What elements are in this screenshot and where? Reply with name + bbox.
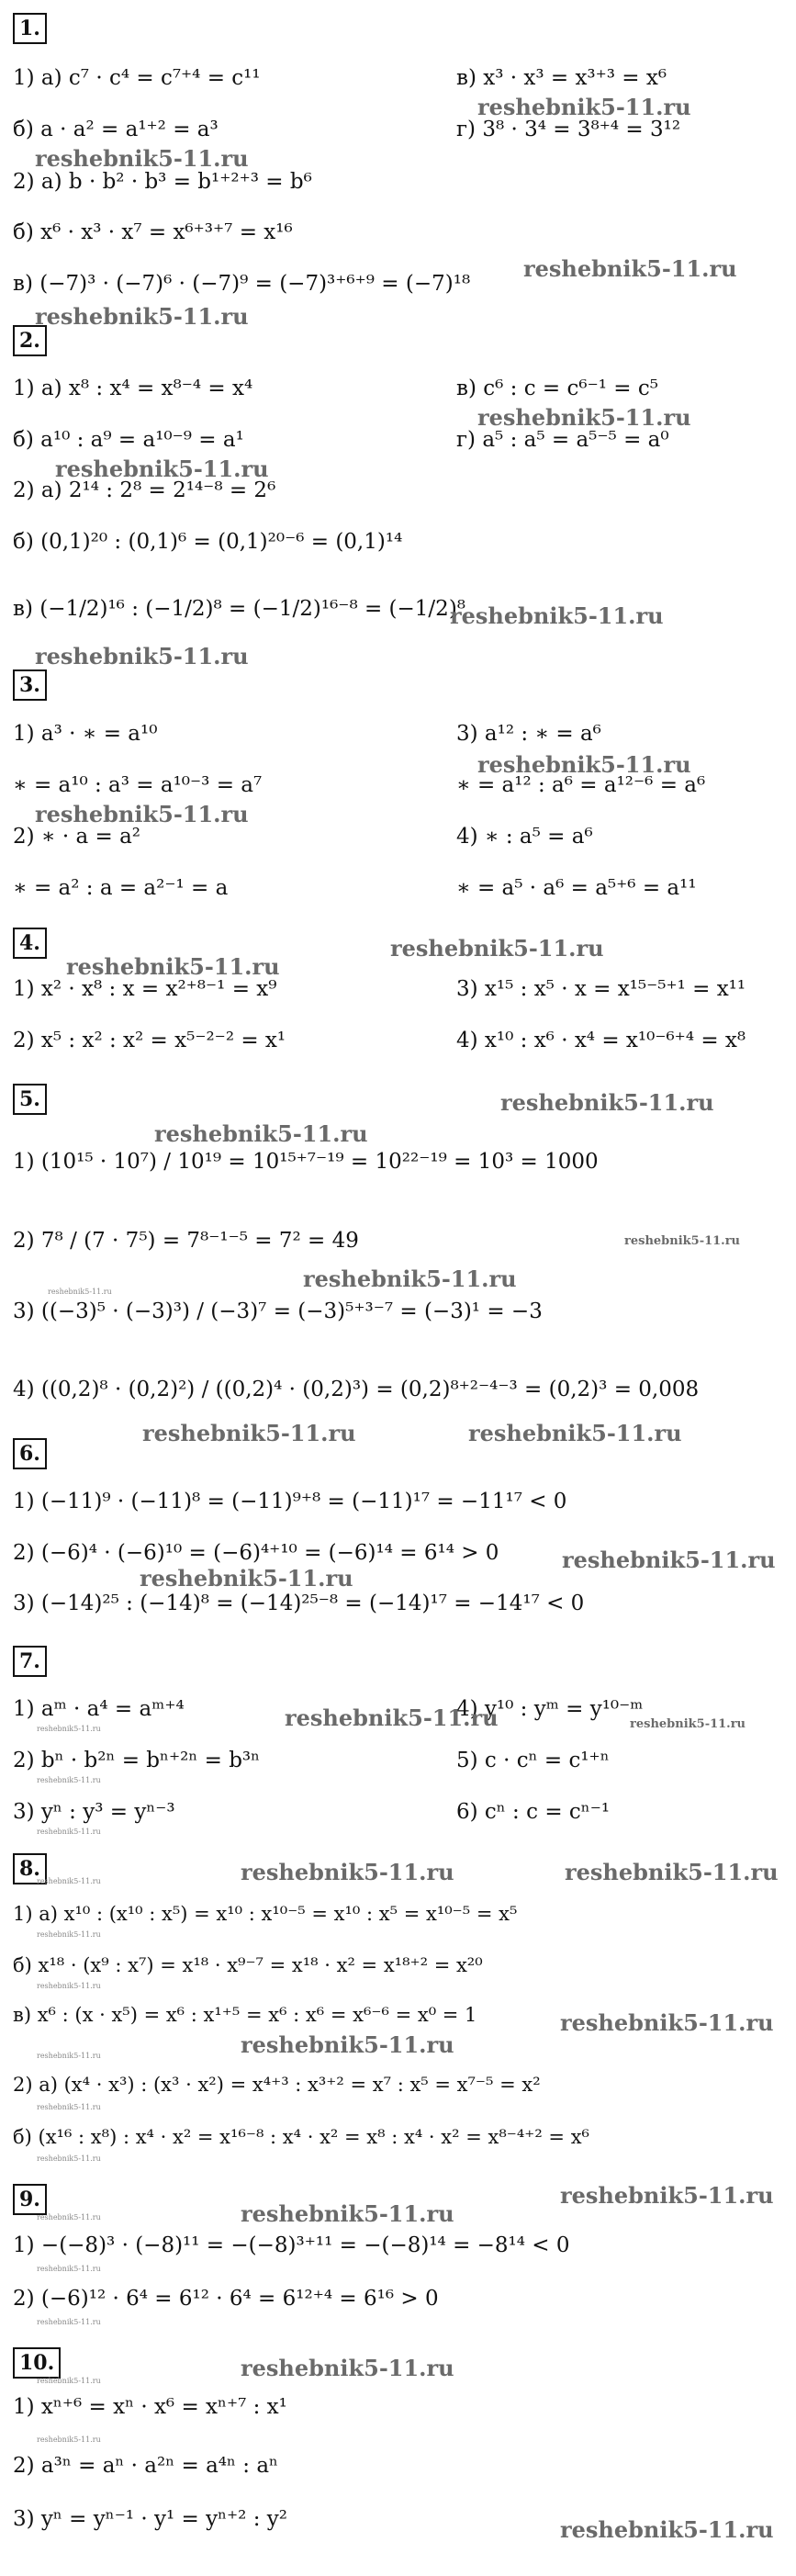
equation-line: б) a¹⁰ : a⁹ = a¹⁰⁻⁹ = a¹ bbox=[13, 428, 244, 452]
equation-line: 4) y¹⁰ : yᵐ = y¹⁰⁻ᵐ bbox=[456, 1697, 644, 1721]
watermark: reshebnik5-11.ru bbox=[37, 1725, 101, 1733]
watermark: reshebnik5-11.ru bbox=[35, 303, 249, 330]
watermark: reshebnik5-11.ru bbox=[37, 2377, 101, 2385]
equation-line: 4) ((0,2)⁸ · (0,2)²) / ((0,2)⁴ · (0,2)³) = (0,2)⁸⁺²⁻⁴⁻³ = (0,2)³ = 0,008 bbox=[13, 1378, 700, 1401]
watermark: reshebnik5-11.ru bbox=[468, 1420, 682, 1446]
watermark: reshebnik5-11.ru bbox=[37, 1828, 101, 1836]
equation-line: 2) а) b · b² · b³ = b¹⁺²⁺³ = b⁶ bbox=[13, 170, 312, 194]
equation-line: в) x⁶ : (x · x⁵) = x⁶ : x¹⁺⁵ = x⁶ : x⁶ = x⁶⁻⁶ = x⁰ = 1 bbox=[13, 2004, 477, 2026]
watermark: reshebnik5-11.ru bbox=[523, 255, 737, 282]
equation-line: б) x⁶ · x³ · x⁷ = x⁶⁺³⁺⁷ = x¹⁶ bbox=[13, 220, 293, 244]
task-number-9: 9. bbox=[13, 2184, 47, 2215]
equation-line: 2) x⁵ : x² : x² = x⁵⁻²⁻² = x¹ bbox=[13, 1029, 286, 1052]
watermark: reshebnik5-11.ru bbox=[241, 2031, 454, 2058]
equation-line: г) a⁵ : a⁵ = a⁵⁻⁵ = a⁰ bbox=[456, 428, 669, 452]
watermark: reshebnik5-11.ru bbox=[35, 145, 249, 172]
equation-line: 2) (−6)¹² · 6⁴ = 6¹² · 6⁴ = 6¹²⁺⁴ = 6¹⁶ > 0 bbox=[13, 2287, 439, 2311]
equation-line: ∗ = a⁵ · a⁶ = a⁵⁺⁶ = a¹¹ bbox=[456, 876, 697, 900]
watermark: reshebnik5-11.ru bbox=[241, 1859, 454, 1885]
equation-line: б) a · a² = a¹⁺² = a³ bbox=[13, 118, 219, 141]
task-number-4: 4. bbox=[13, 928, 47, 959]
watermark: reshebnik5-11.ru bbox=[66, 953, 280, 980]
task-number-10: 10. bbox=[13, 2347, 61, 2379]
equation-line: 1) (10¹⁵ · 10⁷) / 10¹⁹ = 10¹⁵⁺⁷⁻¹⁹ = 10²²⁻¹⁹ = 10³ = 1000 bbox=[13, 1150, 599, 1174]
watermark: reshebnik5-11.ru bbox=[562, 1547, 776, 1573]
watermark: reshebnik5-11.ru bbox=[241, 2355, 454, 2381]
watermark: reshebnik5-11.ru bbox=[477, 751, 691, 778]
watermark: reshebnik5-11.ru bbox=[37, 2052, 101, 2060]
task-number-5: 5. bbox=[13, 1084, 47, 1115]
watermark: reshebnik5-11.ru bbox=[140, 1565, 353, 1592]
equation-line: 1) а) c⁷ · c⁴ = c⁷⁺⁴ = c¹¹ bbox=[13, 66, 261, 90]
equation-line: ∗ = a² : a = a²⁻¹ = a bbox=[13, 876, 229, 900]
watermark: reshebnik5-11.ru bbox=[37, 2103, 101, 2111]
equation-line: б) (0,1)²⁰ : (0,1)⁶ = (0,1)²⁰⁻⁶ = (0,1)¹⁴ bbox=[13, 530, 403, 554]
equation-line: ∗ = a¹² : a⁶ = a¹²⁻⁶ = a⁶ bbox=[456, 773, 706, 797]
watermark: reshebnik5-11.ru bbox=[37, 2435, 101, 2444]
equation-line: 4) x¹⁰ : x⁶ · x⁴ = x¹⁰⁻⁶⁺⁴ = x⁸ bbox=[456, 1029, 746, 1052]
watermark: reshebnik5-11.ru bbox=[35, 801, 249, 827]
task-number-3: 3. bbox=[13, 669, 47, 701]
watermark: reshebnik5-11.ru bbox=[565, 1859, 779, 1885]
watermark: reshebnik5-11.ru bbox=[37, 2318, 101, 2326]
equation-line: 3) (−14)²⁵ : (−14)⁸ = (−14)²⁵⁻⁸ = (−14)¹⁷ = −14¹⁷ < 0 bbox=[13, 1592, 585, 1615]
watermark: reshebnik5-11.ru bbox=[560, 2182, 774, 2209]
watermark: reshebnik5-11.ru bbox=[477, 94, 691, 120]
equation-line: 2) ∗ · a = a² bbox=[13, 825, 141, 849]
equation-line: 6) cⁿ : c = cⁿ⁻¹ bbox=[456, 1800, 611, 1824]
equation-line: 3) yⁿ : y³ = yⁿ⁻³ bbox=[13, 1800, 175, 1824]
watermark: reshebnik5-11.ru bbox=[55, 456, 269, 482]
watermark: reshebnik5-11.ru bbox=[630, 1717, 746, 1731]
equation-line: 3) a¹² : ∗ = a⁶ bbox=[456, 722, 601, 746]
equation-line: ∗ = a¹⁰ : a³ = a¹⁰⁻³ = a⁷ bbox=[13, 773, 263, 797]
watermark: reshebnik5-11.ru bbox=[477, 404, 691, 431]
equation-line: б) x¹⁸ · (x⁹ : x⁷) = x¹⁸ · x⁹⁻⁷ = x¹⁸ · x² = x¹⁸⁺² = x²⁰ bbox=[13, 1954, 483, 1976]
equation-line: 1) aᵐ · a⁴ = aᵐ⁺⁴ bbox=[13, 1697, 185, 1721]
equation-line: в) x³ · x³ = x³⁺³ = x⁶ bbox=[456, 66, 667, 90]
watermark: reshebnik5-11.ru bbox=[560, 2516, 774, 2543]
task-number-1: 1. bbox=[13, 13, 47, 44]
equation-line: 3) x¹⁵ : x⁵ · x = x¹⁵⁻⁵⁺¹ = x¹¹ bbox=[456, 977, 746, 1001]
watermark: reshebnik5-11.ru bbox=[285, 1704, 499, 1731]
equation-line: 2) 7⁸ / (7 · 7⁵) = 7⁸⁻¹⁻⁵ = 7² = 49 bbox=[13, 1229, 359, 1253]
task-number-2: 2. bbox=[13, 325, 47, 356]
equation-line: 2) а) 2¹⁴ : 2⁸ = 2¹⁴⁻⁸ = 2⁶ bbox=[13, 478, 276, 502]
equation-line: 1) −(−8)³ · (−8)¹¹ = −(−8)³⁺¹¹ = −(−8)¹⁴ = −8¹⁴ < 0 bbox=[13, 2233, 570, 2257]
equation-line: 2) а) (x⁴ · x³) : (x³ · x²) = x⁴⁺³ : x³⁺² = x⁷ : x⁵ = x⁷⁻⁵ = x² bbox=[13, 2074, 541, 2096]
watermark: reshebnik5-11.ru bbox=[500, 1089, 714, 1116]
task-number-6: 6. bbox=[13, 1438, 47, 1469]
task-number-7: 7. bbox=[13, 1646, 47, 1677]
equation-line: б) (x¹⁶ : x⁸) : x⁴ · x² = x¹⁶⁻⁸ : x⁴ · x² = x⁸ : x⁴ · x² = x⁸⁻⁴⁺² = x⁶ bbox=[13, 2126, 589, 2148]
equation-line: в) (−1/2)¹⁶ : (−1/2)⁸ = (−1/2)¹⁶⁻⁸ = (−1/2)⁸ bbox=[13, 597, 466, 621]
watermark: reshebnik5-11.ru bbox=[303, 1266, 517, 1292]
equation-line: 2) a³ⁿ = aⁿ · a²ⁿ = a⁴ⁿ : aⁿ bbox=[13, 2454, 278, 2478]
watermark: reshebnik5-11.ru bbox=[624, 1234, 741, 1248]
watermark: reshebnik5-11.ru bbox=[48, 1288, 112, 1296]
equation-line: 2) (−6)⁴ · (−6)¹⁰ = (−6)⁴⁺¹⁰ = (−6)¹⁴ = 6¹⁴ > 0 bbox=[13, 1541, 499, 1565]
equation-line: 1) а) x⁸ : x⁴ = x⁸⁻⁴ = x⁴ bbox=[13, 377, 253, 400]
watermark: reshebnik5-11.ru bbox=[241, 2200, 454, 2227]
watermark: reshebnik5-11.ru bbox=[142, 1420, 356, 1446]
equation-line: 1) a³ · ∗ = a¹⁰ bbox=[13, 722, 158, 746]
watermark: reshebnik5-11.ru bbox=[37, 2154, 101, 2163]
equation-line: в) c⁶ : c = c⁶⁻¹ = c⁵ bbox=[456, 377, 658, 400]
task-number-8: 8. bbox=[13, 1853, 47, 1884]
equation-line: г) 3⁸ · 3⁴ = 3⁸⁺⁴ = 3¹² bbox=[456, 118, 681, 141]
watermark: reshebnik5-11.ru bbox=[37, 2265, 101, 2273]
equation-line: 1) а) x¹⁰ : (x¹⁰ : x⁵) = x¹⁰ : x¹⁰⁻⁵ = x¹⁰ : x⁵ = x¹⁰⁻⁵ = x⁵ bbox=[13, 1903, 518, 1925]
watermark: reshebnik5-11.ru bbox=[37, 2213, 101, 2222]
equation-line: 3) ((−3)⁵ · (−3)³) / (−3)⁷ = (−3)⁵⁺³⁻⁷ = (−3)¹ = −3 bbox=[13, 1299, 543, 1323]
equation-line: 3) yⁿ = yⁿ⁻¹ · y¹ = yⁿ⁺² : y² bbox=[13, 2507, 287, 2531]
watermark: reshebnik5-11.ru bbox=[450, 602, 664, 629]
equation-line: в) (−7)³ · (−7)⁶ · (−7)⁹ = (−7)³⁺⁶⁺⁹ = (−7)¹⁸ bbox=[13, 272, 471, 296]
watermark: reshebnik5-11.ru bbox=[37, 1877, 101, 1885]
watermark: reshebnik5-11.ru bbox=[154, 1120, 368, 1147]
watermark: reshebnik5-11.ru bbox=[390, 935, 604, 962]
equation-line: 5) c · cⁿ = c¹⁺ⁿ bbox=[456, 1749, 610, 1772]
watermark: reshebnik5-11.ru bbox=[37, 1776, 101, 1784]
watermark: reshebnik5-11.ru bbox=[37, 1982, 101, 1990]
equation-line: 1) x² · x⁸ : x = x²⁺⁸⁻¹ = x⁹ bbox=[13, 977, 277, 1001]
equation-line: 2) bⁿ · b²ⁿ = bⁿ⁺²ⁿ = b³ⁿ bbox=[13, 1749, 261, 1772]
equation-line: 1) (−11)⁹ · (−11)⁸ = (−11)⁹⁺⁸ = (−11)¹⁷ = −11¹⁷ < 0 bbox=[13, 1490, 567, 1513]
watermark: reshebnik5-11.ru bbox=[560, 2009, 774, 2036]
watermark: reshebnik5-11.ru bbox=[37, 1930, 101, 1939]
equation-line: 1) xⁿ⁺⁶ = xⁿ · x⁶ = xⁿ⁺⁷ : x¹ bbox=[13, 2395, 287, 2419]
watermark: reshebnik5-11.ru bbox=[35, 643, 249, 669]
equation-line: 4) ∗ : a⁵ = a⁶ bbox=[456, 825, 593, 849]
